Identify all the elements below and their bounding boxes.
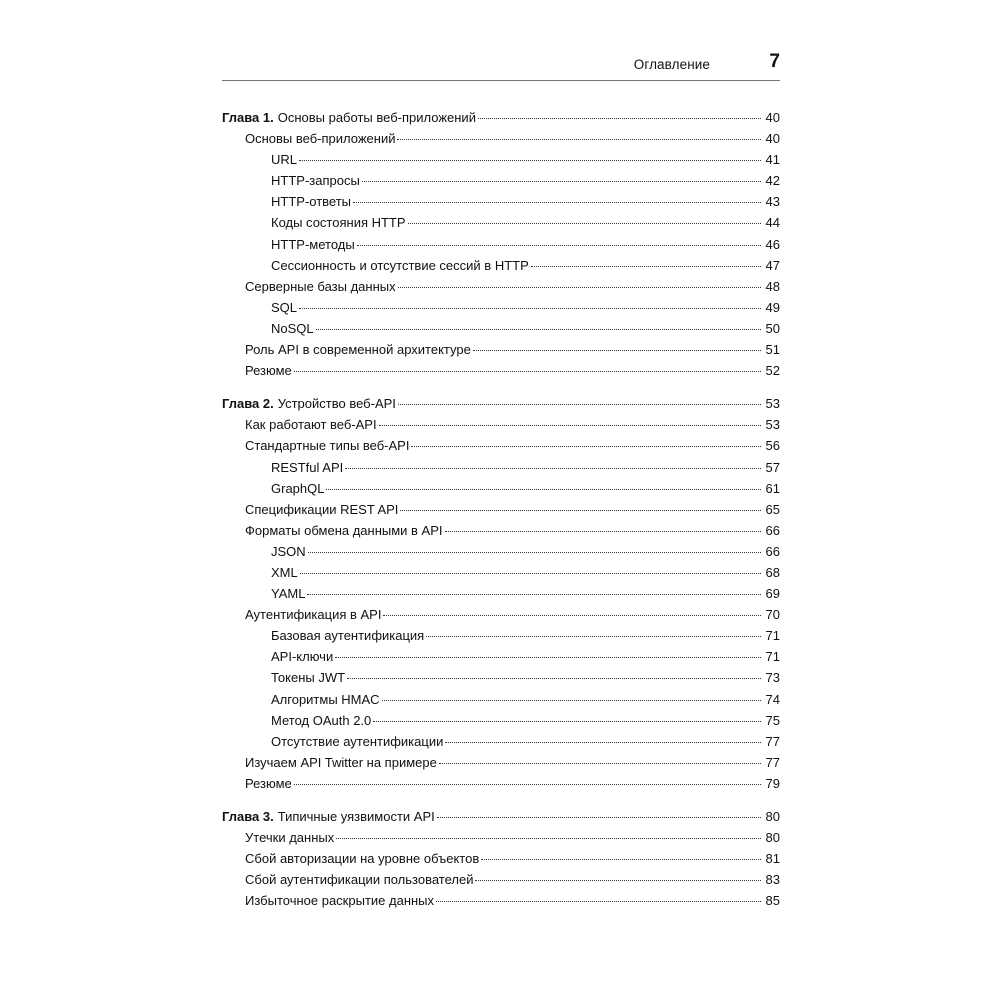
page-number: 7 xyxy=(769,51,780,72)
toc-entry[interactable] xyxy=(222,170,780,191)
toc-entry[interactable] xyxy=(222,667,780,688)
dot-leader xyxy=(397,139,761,140)
dot-leader xyxy=(382,700,761,701)
entry-title: HTTP-ответы xyxy=(271,194,352,210)
dot-leader xyxy=(398,287,761,288)
entry-title: JSON xyxy=(271,543,306,559)
entry-title: Как работают веб-API xyxy=(245,417,377,433)
toc-entry[interactable] xyxy=(222,414,780,435)
toc-chapter-entry[interactable] xyxy=(222,107,780,128)
entry-page-number: 51 xyxy=(765,342,780,358)
entry-title: Резюме xyxy=(245,363,292,379)
dot-leader xyxy=(336,838,761,839)
dot-leader xyxy=(408,223,761,224)
dot-leader xyxy=(373,721,761,722)
entry-title: YAML xyxy=(271,586,306,602)
dot-leader xyxy=(335,657,761,658)
entry-page-number: 42 xyxy=(765,173,780,189)
dot-leader xyxy=(353,202,761,203)
toc-entry[interactable] xyxy=(222,191,780,212)
entry-title: Метод OAuth 2.0 xyxy=(271,712,372,728)
entry-page-number: 75 xyxy=(765,712,780,728)
toc-entry[interactable] xyxy=(222,360,780,381)
entry-page-number: 85 xyxy=(765,893,780,909)
entry-page-number: 41 xyxy=(765,152,780,168)
entry-title: API-ключи xyxy=(271,649,334,665)
entry-title: Базовая аутентификация xyxy=(271,628,425,644)
entry-title: Алгоритмы HMAC xyxy=(271,691,380,707)
entry-title: Сбой авторизации на уровне объектов xyxy=(245,851,480,867)
dot-leader xyxy=(307,594,761,595)
entry-page-number: 66 xyxy=(765,522,780,538)
running-head-title: Оглавление xyxy=(633,57,710,72)
toc-entry[interactable] xyxy=(222,435,780,456)
toc-entry[interactable] xyxy=(222,149,780,170)
entry-title: HTTP-методы xyxy=(271,236,355,252)
entry-title: Аутентификация в API xyxy=(245,607,382,623)
dot-leader xyxy=(478,118,761,119)
dot-leader xyxy=(308,552,761,553)
entry-page-number: 74 xyxy=(765,691,780,707)
dot-leader xyxy=(357,245,761,246)
entry-page-number: 68 xyxy=(765,564,780,580)
dot-leader xyxy=(475,880,761,881)
dot-leader xyxy=(362,181,761,182)
entry-title: Типичные уязвимости API xyxy=(277,809,435,824)
entry-page-number: 77 xyxy=(765,754,780,770)
entry-page-number: 48 xyxy=(765,278,780,294)
toc-entry[interactable] xyxy=(222,541,780,562)
toc-entry[interactable] xyxy=(222,520,780,541)
toc-entry[interactable] xyxy=(222,255,780,276)
toc-chapter-entry[interactable] xyxy=(222,393,780,414)
toc-entry[interactable] xyxy=(222,689,780,710)
toc-chapter-group xyxy=(222,393,780,794)
chapter-label: Глава 3. xyxy=(222,809,274,824)
entry-title: Сессионность и отсутствие сессий в HTTP xyxy=(271,257,529,273)
entry-title: Изучаем API Twitter на примере xyxy=(245,754,437,770)
entry-title: Стандартные типы веб-API xyxy=(245,438,410,454)
entry-page-number: 40 xyxy=(765,110,780,125)
dot-leader xyxy=(481,859,761,860)
table-of-contents xyxy=(222,107,780,923)
dot-leader xyxy=(426,636,761,637)
toc-entry[interactable] xyxy=(222,234,780,255)
dot-leader xyxy=(299,160,761,161)
entry-page-number: 43 xyxy=(765,194,780,210)
toc-entry[interactable] xyxy=(222,869,780,890)
toc-entry[interactable] xyxy=(222,646,780,667)
entry-page-number: 49 xyxy=(765,299,780,315)
dot-leader xyxy=(473,350,761,351)
entry-title: GraphQL xyxy=(271,480,325,496)
entry-title: Сбой аутентификации пользователей xyxy=(245,872,474,888)
dot-leader xyxy=(316,329,761,330)
entry-page-number: 83 xyxy=(765,872,780,888)
entry-title: Токены JWT xyxy=(271,670,346,686)
entry-title: HTTP-запросы xyxy=(271,173,360,189)
entry-page-number: 80 xyxy=(765,809,780,824)
entry-title: Спецификации REST API xyxy=(245,501,399,517)
entry-title: NoSQL xyxy=(271,320,314,336)
entry-page-number: 65 xyxy=(765,501,780,517)
entry-page-number: 44 xyxy=(765,215,780,231)
toc-entry[interactable] xyxy=(222,625,780,646)
chapter-label: Глава 1. xyxy=(222,110,274,125)
entry-title: Устройство веб-API xyxy=(277,396,396,412)
dot-leader xyxy=(294,371,761,372)
entry-title: Утечки данных xyxy=(245,830,335,846)
dot-leader xyxy=(345,468,761,469)
entry-page-number: 53 xyxy=(765,417,780,433)
dot-leader xyxy=(347,678,761,679)
dot-leader xyxy=(439,763,761,764)
toc-entry[interactable] xyxy=(222,562,780,583)
entry-page-number: 79 xyxy=(765,775,780,791)
toc-entry[interactable] xyxy=(222,890,780,911)
dot-leader xyxy=(400,510,761,511)
entry-title: URL xyxy=(271,152,298,168)
toc-entry[interactable] xyxy=(222,297,780,318)
toc-entry[interactable] xyxy=(222,128,780,149)
toc-entry[interactable] xyxy=(222,478,780,499)
dot-leader xyxy=(300,573,761,574)
entry-page-number: 40 xyxy=(765,131,780,147)
toc-entry[interactable] xyxy=(222,339,780,360)
dot-leader xyxy=(398,404,761,405)
toc-entry[interactable] xyxy=(222,499,780,520)
entry-title: Коды состояния HTTP xyxy=(271,215,406,231)
entry-page-number: 71 xyxy=(765,628,780,644)
entry-page-number: 53 xyxy=(765,396,780,412)
toc-chapter-entry[interactable] xyxy=(222,806,780,827)
entry-title: Основы веб-приложений xyxy=(245,131,396,147)
toc-entry[interactable] xyxy=(222,827,780,848)
toc-entry[interactable] xyxy=(222,583,780,604)
entry-title: XML xyxy=(271,564,298,580)
dot-leader xyxy=(531,266,761,267)
toc-chapter-group xyxy=(222,107,780,381)
toc-entry[interactable] xyxy=(222,752,780,773)
entry-title: Роль API в современной архитектуре xyxy=(245,342,471,358)
dot-leader xyxy=(299,308,761,309)
toc-entry[interactable] xyxy=(222,848,780,869)
entry-page-number: 56 xyxy=(765,438,780,454)
entry-page-number: 73 xyxy=(765,670,780,686)
entry-page-number: 47 xyxy=(765,257,780,273)
entry-page-number: 52 xyxy=(765,363,780,379)
toc-entry[interactable] xyxy=(222,457,780,478)
entry-page-number: 57 xyxy=(765,459,780,475)
entry-title: RESTful API xyxy=(271,459,344,475)
toc-entry[interactable] xyxy=(222,710,780,731)
entry-page-number: 46 xyxy=(765,236,780,252)
entry-title: Серверные базы данных xyxy=(245,278,396,294)
entry-page-number: 69 xyxy=(765,586,780,602)
dot-leader xyxy=(436,901,761,902)
entry-title: Форматы обмена данными в API xyxy=(245,522,443,538)
entry-page-number: 70 xyxy=(765,607,780,623)
toc-entry[interactable] xyxy=(222,604,780,625)
page-header xyxy=(222,50,780,81)
chapter-label: Глава 2. xyxy=(222,396,274,412)
toc-entry[interactable] xyxy=(222,318,780,339)
dot-leader xyxy=(411,446,761,447)
toc-entry[interactable] xyxy=(222,773,780,794)
entry-title: Избыточное раскрытие данных xyxy=(245,893,435,909)
entry-title: SQL xyxy=(271,299,298,315)
toc-chapter-group xyxy=(222,806,780,911)
entry-title: Резюме xyxy=(245,775,292,791)
entry-page-number: 77 xyxy=(765,733,780,749)
entry-page-number: 71 xyxy=(765,649,780,665)
dot-leader xyxy=(445,531,761,532)
dot-leader xyxy=(326,489,761,490)
entry-page-number: 50 xyxy=(765,320,780,336)
entry-page-number: 66 xyxy=(765,543,780,559)
dot-leader xyxy=(437,817,761,818)
entry-page-number: 80 xyxy=(765,830,780,846)
entry-page-number: 61 xyxy=(765,480,780,496)
entry-title: Отсутствие аутентификации xyxy=(271,733,444,749)
dot-leader xyxy=(445,742,761,743)
toc-entry[interactable] xyxy=(222,276,780,297)
toc-entry[interactable] xyxy=(222,212,780,233)
entry-page-number: 81 xyxy=(765,851,780,867)
dot-leader xyxy=(383,615,761,616)
entry-title: Основы работы веб-приложений xyxy=(277,110,476,125)
dot-leader xyxy=(294,784,761,785)
dot-leader xyxy=(379,425,761,426)
toc-entry[interactable] xyxy=(222,731,780,752)
